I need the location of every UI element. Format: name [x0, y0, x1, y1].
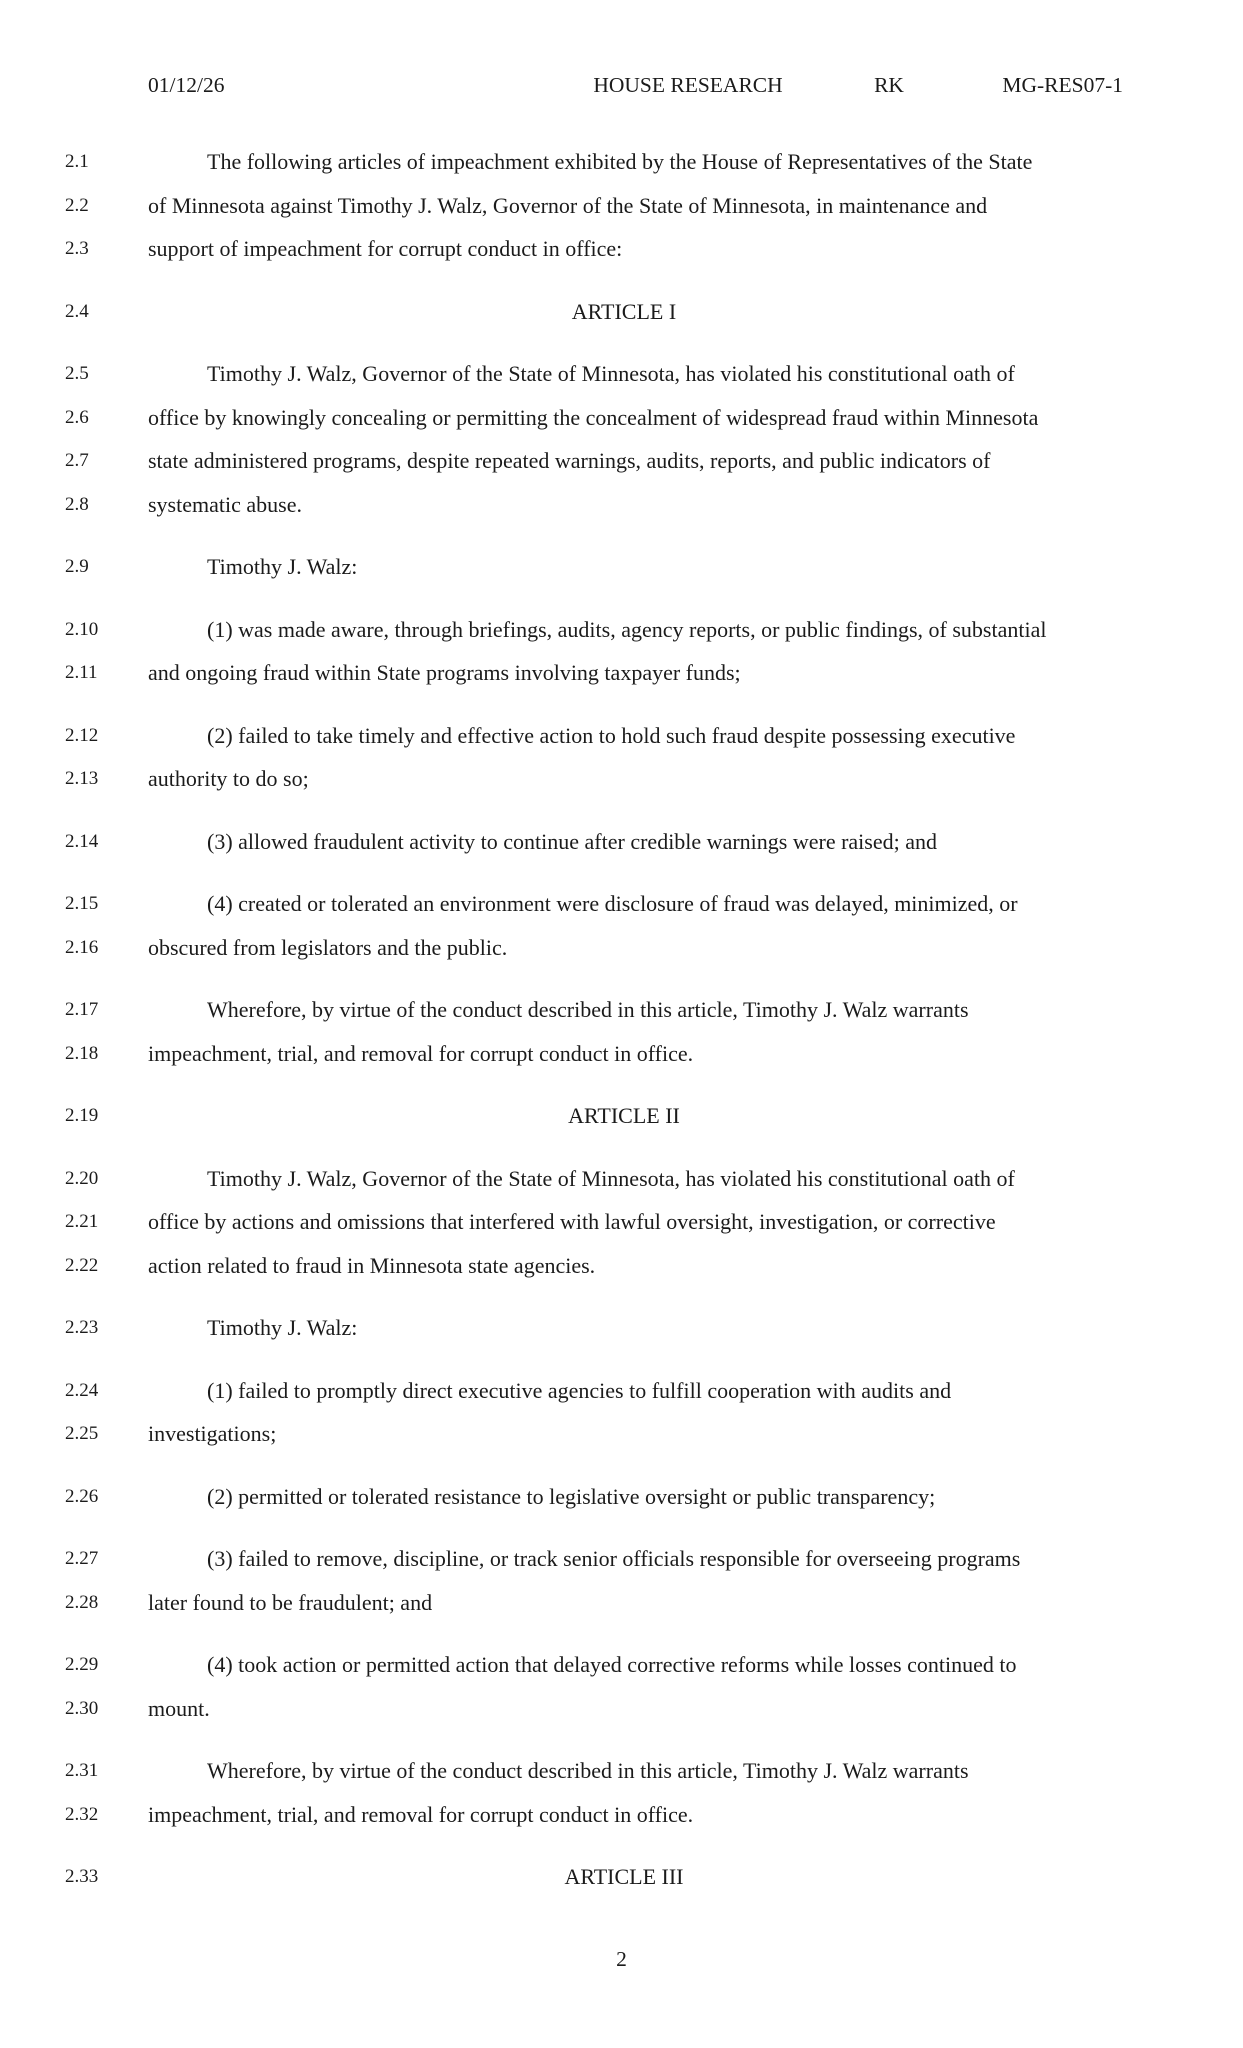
document-line — [65, 1793, 1100, 1837]
line-text: office by actions and omissions that interfered with lawful oversight, investigation, or corrective — [148, 1209, 996, 1234]
line-text: (1) was made aware, through briefings, audits, agency reports, or public findings, of substantial — [207, 616, 1047, 642]
document-line — [65, 227, 1100, 271]
line-text: (3) failed to remove, discipline, or track senior officials responsible for overseeing programs — [207, 1546, 1021, 1571]
line-text: authority to do so; — [148, 766, 309, 791]
header-title: HOUSE RESEARCH — [593, 73, 783, 97]
line-number: 2.31 — [65, 1760, 99, 1781]
line-text: Timothy J. Walz: — [207, 554, 358, 579]
document-line — [65, 1581, 1100, 1625]
document-line — [65, 352, 1100, 396]
page-number: 2 — [616, 1947, 627, 1971]
line-text: (2) failed to take timely and effective action to hold such fraud despite possessing executive — [207, 722, 1016, 748]
document-line — [65, 1200, 1100, 1244]
line-text: (3) allowed fraudulent activity to continue after credible warnings were raised; and — [207, 828, 937, 854]
line-number: 2.10 — [65, 618, 99, 640]
document-line — [65, 290, 1100, 334]
document-line — [65, 1306, 1100, 1350]
document-header — [148, 72, 1123, 98]
document-line — [65, 1369, 1100, 1413]
line-text: impeachment, trial, and removal for corrupt conduct in office. — [148, 1801, 694, 1827]
line-text: (4) took action or permitted action that delayed corrective reforms while losses continued to — [207, 1652, 1017, 1677]
line-number: 2.14 — [65, 830, 99, 852]
line-text: Timothy J. Walz: — [207, 1315, 358, 1340]
document-line — [65, 1094, 1100, 1138]
line-number: 2.27 — [65, 1548, 99, 1569]
article-heading: ARTICLE I — [571, 298, 677, 324]
document-line — [65, 608, 1100, 652]
line-number: 2.18 — [65, 1042, 99, 1064]
line-number: 2.20 — [65, 1167, 99, 1189]
document-line — [65, 651, 1100, 695]
line-text: systematic abuse. — [148, 491, 302, 517]
document-line — [65, 1749, 1100, 1793]
document-line — [65, 439, 1100, 483]
line-text: investigations; — [148, 1421, 277, 1446]
document-line — [65, 882, 1100, 926]
line-number: 2.28 — [65, 1591, 99, 1613]
line-number: 2.24 — [65, 1379, 99, 1401]
line-text: office by knowingly concealing or permitting the concealment of widespread fraud within Minnesota — [148, 404, 1039, 430]
document-line — [65, 1643, 1100, 1687]
document-footer — [0, 1946, 1243, 1972]
document-body — [65, 140, 1100, 1899]
line-number: 2.22 — [65, 1254, 99, 1276]
line-text: (4) created or tolerated an environment were disclosure of fraud was delayed, minimized, or — [207, 891, 1018, 916]
line-number: 2.8 — [65, 493, 89, 515]
line-text: Wherefore, by virtue of the conduct described in this article, Timothy J. Walz warrants — [207, 997, 969, 1022]
line-text: impeachment, trial, and removal for corrupt conduct in office. — [148, 1040, 694, 1066]
document-line — [65, 757, 1100, 801]
document-line — [65, 1412, 1100, 1456]
document-line — [65, 140, 1100, 184]
line-number: 2.6 — [65, 406, 89, 428]
document-line — [65, 545, 1100, 589]
document-line — [65, 926, 1100, 970]
header-drafter-initials: RK — [874, 73, 904, 97]
line-number: 2.4 — [65, 300, 89, 322]
document-line — [65, 820, 1100, 864]
line-text: Wherefore, by virtue of the conduct described in this article, Timothy J. Walz warrants — [207, 1758, 969, 1783]
line-number: 2.7 — [65, 450, 89, 471]
line-number: 2.1 — [65, 151, 89, 172]
document-line — [65, 1157, 1100, 1201]
line-number: 2.26 — [65, 1485, 99, 1507]
document-line — [65, 1475, 1100, 1519]
line-number: 2.12 — [65, 724, 99, 746]
line-number: 2.21 — [65, 1211, 99, 1232]
line-number: 2.32 — [65, 1803, 99, 1825]
line-text: The following articles of impeachment exhibited by the House of Representatives of the State — [207, 149, 1033, 174]
article-heading: ARTICLE II — [568, 1103, 680, 1128]
document-line — [65, 396, 1100, 440]
line-number: 2.23 — [65, 1317, 99, 1338]
line-number: 2.2 — [65, 194, 89, 216]
line-number: 2.29 — [65, 1654, 99, 1675]
line-text: and ongoing fraud within State programs involving taxpayer funds; — [148, 660, 741, 685]
line-text: action related to fraud in Minnesota state agencies. — [148, 1252, 596, 1278]
line-text: of Minnesota against Timothy J. Walz, Governor of the State of Minnesota, in maintenance and — [148, 192, 988, 218]
document-line — [65, 988, 1100, 1032]
line-text: obscured from legislators and the public. — [148, 934, 508, 960]
line-number: 2.25 — [65, 1423, 99, 1444]
line-text: later found to be fraudulent; and — [148, 1589, 433, 1615]
document-line — [65, 1032, 1100, 1076]
line-number: 2.16 — [65, 936, 99, 958]
document-line — [65, 1687, 1100, 1731]
line-number: 2.30 — [65, 1697, 99, 1719]
line-text: Timothy J. Walz, Governor of the State of Minnesota, has violated his constitutional oath of — [207, 1165, 1015, 1191]
line-text: mount. — [148, 1695, 210, 1721]
line-number: 2.9 — [65, 556, 89, 577]
line-number: 2.5 — [65, 363, 89, 384]
document-line — [65, 483, 1100, 527]
line-number: 2.19 — [65, 1105, 99, 1126]
line-number: 2.11 — [65, 662, 98, 683]
document-line — [65, 184, 1100, 228]
line-number: 2.13 — [65, 768, 99, 789]
header-document-number: MG-RES07-1 — [1002, 73, 1123, 97]
document-line — [65, 1537, 1100, 1581]
document-line — [65, 1244, 1100, 1288]
line-text: (2) permitted or tolerated resistance to legislative oversight or public transparency; — [207, 1483, 936, 1509]
document-line — [65, 1855, 1100, 1899]
article-heading: ARTICLE III — [564, 1864, 684, 1889]
line-number: 2.15 — [65, 893, 99, 914]
header-date: 01/12/26 — [148, 73, 225, 97]
document-line — [65, 714, 1100, 758]
line-number: 2.17 — [65, 999, 99, 1020]
line-number: 2.33 — [65, 1866, 99, 1887]
line-number: 2.3 — [65, 238, 89, 259]
line-text: support of impeachment for corrupt conduct in office: — [148, 236, 623, 261]
line-text: Timothy J. Walz, Governor of the State of Minnesota, has violated his constitutional oath of — [207, 361, 1015, 386]
line-text: (1) failed to promptly direct executive agencies to fulfill cooperation with audits and — [207, 1377, 952, 1403]
line-text: state administered programs, despite repeated warnings, audits, reports, and public indicators of — [148, 448, 991, 473]
